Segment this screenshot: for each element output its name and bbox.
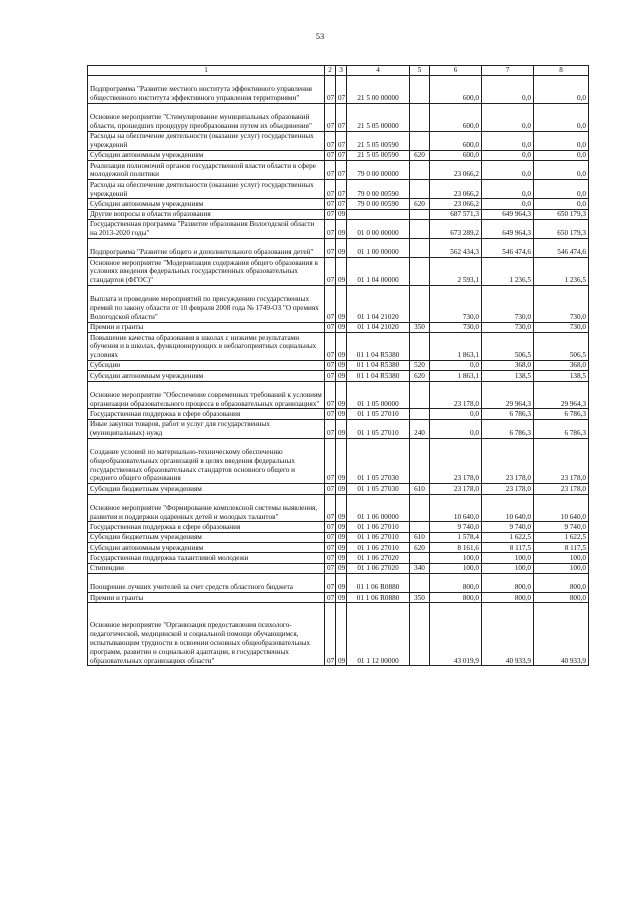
cell-amount-3: 650 179,3: [534, 219, 589, 238]
table-row: [88, 381, 589, 409]
cell-amount-1: 687 571,3: [430, 209, 482, 219]
cell-csr: 01 1 06 27020: [347, 563, 410, 573]
cell-csr: 79 0 00 00590: [347, 199, 410, 209]
cell-name: Премии и гранты: [88, 322, 325, 332]
cell-podrazdel: 09: [336, 494, 347, 522]
cell-amount-2: 0,0: [482, 103, 534, 131]
cell-csr: 79 0 00 00590: [347, 180, 410, 199]
cell-name: Основное мероприятие "Формирование комплексной системы выявления, развития и поддержки одаренных детей и молодых талантов": [88, 494, 325, 522]
cell-razdel: 07: [325, 360, 336, 370]
cell-csr: 01 1 06 R0880: [347, 593, 410, 603]
cell-amount-3: 23 178,0: [534, 484, 589, 494]
cell-vr: [410, 409, 430, 419]
cell-razdel: 07: [325, 593, 336, 603]
cell-vr: [410, 438, 430, 484]
cell-vr: [410, 573, 430, 592]
header-row: [88, 66, 589, 76]
table-row: [88, 543, 589, 553]
cell-vr: [410, 209, 430, 219]
cell-amount-3: 0,0: [534, 180, 589, 199]
cell-podrazdel: 07: [336, 161, 347, 180]
cell-name: Основное мероприятие "Обеспечение современных требований к условиям организации образовательного процесса в образовательных организациях": [88, 381, 325, 409]
cell-razdel: 07: [325, 573, 336, 592]
cell-csr: 01 1 05 27030: [347, 484, 410, 494]
cell-amount-2: 730,0: [482, 286, 534, 323]
cell-podrazdel: 09: [336, 522, 347, 532]
cell-amount-3: 506,5: [534, 333, 589, 361]
cell-amount-2: 0,0: [482, 180, 534, 199]
cell-razdel: 07: [325, 419, 336, 438]
cell-podrazdel: 07: [336, 199, 347, 209]
cell-name: Субсидии автономным учреждениям: [88, 199, 325, 209]
cell-razdel: 07: [325, 150, 336, 160]
table-row: [88, 161, 589, 180]
cell-amount-1: 0,0: [430, 419, 482, 438]
cell-vr: 240: [410, 419, 430, 438]
cell-razdel: 07: [325, 131, 336, 150]
cell-amount-2: 546 474,6: [482, 239, 534, 258]
cell-name: Выплата и проведение мероприятий по присуждению государственных премий по закону области от 10 февраля 2008 года № 1749-ОЗ "О премиях Вологодской области": [88, 286, 325, 323]
cell-name: Основное мероприятие "Организация предоставления психолого-педагогической, медицинской и социальной помощи обучающимся, испытывающим трудности в освоении основных общеобразовательных программ, развитии и социальной адаптации, в государственных образовательных организациях области": [88, 603, 325, 666]
cell-csr: 01 1 04 R5380: [347, 360, 410, 370]
cell-amount-1: 23 066,2: [430, 199, 482, 209]
cell-podrazdel: 07: [336, 131, 347, 150]
table-row: [88, 371, 589, 381]
cell-csr: 01 1 04 R5380: [347, 371, 410, 381]
header-cell-vr: 5: [410, 66, 430, 76]
cell-amount-2: 800,0: [482, 573, 534, 592]
cell-csr: 79 0 00 00000: [347, 161, 410, 180]
cell-csr: 01 1 05 27030: [347, 438, 410, 484]
table-row: [88, 199, 589, 209]
cell-podrazdel: 07: [336, 180, 347, 199]
cell-amount-1: 730,0: [430, 286, 482, 323]
cell-amount-1: 730,0: [430, 322, 482, 332]
cell-amount-2: 0,0: [482, 161, 534, 180]
cell-amount-3: 10 640,0: [534, 494, 589, 522]
cell-amount-2: 40 933,9: [482, 603, 534, 666]
cell-csr: 01 1 00 00000: [347, 239, 410, 258]
cell-amount-1: 800,0: [430, 593, 482, 603]
table-row: [88, 603, 589, 666]
cell-amount-1: 1 863,1: [430, 333, 482, 361]
cell-podrazdel: 09: [336, 419, 347, 438]
cell-podrazdel: 09: [336, 209, 347, 219]
cell-amount-2: 6 786,3: [482, 419, 534, 438]
cell-amount-3: 800,0: [534, 593, 589, 603]
cell-vr: [410, 522, 430, 532]
cell-razdel: 07: [325, 209, 336, 219]
cell-amount-1: 0,0: [430, 409, 482, 419]
cell-amount-1: 800,0: [430, 573, 482, 592]
table-row: [88, 286, 589, 323]
cell-amount-2: 23 178,0: [482, 438, 534, 484]
cell-razdel: 07: [325, 381, 336, 409]
table-row: [88, 219, 589, 238]
cell-amount-3: 138,5: [534, 371, 589, 381]
cell-amount-1: 600,0: [430, 76, 482, 104]
cell-amount-1: 9 740,0: [430, 522, 482, 532]
cell-amount-1: 23 178,0: [430, 381, 482, 409]
cell-podrazdel: 09: [336, 381, 347, 409]
cell-csr: 01 1 06 27010: [347, 532, 410, 542]
cell-csr: 01 1 06 R0880: [347, 573, 410, 592]
table-row: [88, 409, 589, 419]
budget-table: [87, 65, 589, 666]
cell-name: Подпрограмма "Развитие общего и дополнительного образования детей": [88, 239, 325, 258]
cell-amount-3: 730,0: [534, 286, 589, 323]
cell-name: Субсидии автономным учреждениям: [88, 150, 325, 160]
cell-amount-2: 0,0: [482, 131, 534, 150]
cell-amount-1: 100,0: [430, 563, 482, 573]
cell-amount-1: 8 161,6: [430, 543, 482, 553]
table-row: [88, 103, 589, 131]
table-row: [88, 494, 589, 522]
cell-vr: 620: [410, 371, 430, 381]
cell-podrazdel: 09: [336, 484, 347, 494]
cell-csr: 21 5 05 00590: [347, 131, 410, 150]
cell-razdel: 07: [325, 438, 336, 484]
cell-vr: 620: [410, 543, 430, 553]
cell-amount-1: 600,0: [430, 150, 482, 160]
cell-amount-1: 600,0: [430, 103, 482, 131]
table-row: [88, 573, 589, 592]
cell-name: Субсидии автономным учреждениям: [88, 371, 325, 381]
cell-amount-1: 23 066,2: [430, 161, 482, 180]
cell-razdel: 07: [325, 180, 336, 199]
cell-razdel: 07: [325, 161, 336, 180]
cell-amount-3: 100,0: [534, 553, 589, 563]
cell-podrazdel: 07: [336, 103, 347, 131]
cell-name: Субсидии бюджетным учреждениям: [88, 484, 325, 494]
cell-name: Субсидии автономным учреждениям: [88, 543, 325, 553]
cell-vr: 620: [410, 199, 430, 209]
cell-csr: 01 0 00 00000: [347, 219, 410, 238]
cell-csr: [347, 209, 410, 219]
header-cell-amount-2: 7: [482, 66, 534, 76]
cell-csr: 01 1 06 27020: [347, 553, 410, 563]
cell-amount-2: 9 740,0: [482, 522, 534, 532]
cell-csr: 01 1 05 27010: [347, 409, 410, 419]
cell-amount-2: 800,0: [482, 593, 534, 603]
cell-csr: 01 1 05 27010: [347, 419, 410, 438]
cell-vr: [410, 381, 430, 409]
cell-razdel: 07: [325, 322, 336, 332]
cell-amount-1: 600,0: [430, 131, 482, 150]
cell-amount-1: 23 066,2: [430, 180, 482, 199]
cell-podrazdel: 09: [336, 360, 347, 370]
cell-vr: [410, 161, 430, 180]
cell-name: Премии и гранты: [88, 593, 325, 603]
cell-amount-2: 0,0: [482, 199, 534, 209]
cell-podrazdel: 09: [336, 258, 347, 286]
cell-amount-2: 649 964,3: [482, 219, 534, 238]
cell-amount-2: 0,0: [482, 150, 534, 160]
cell-vr: 350: [410, 593, 430, 603]
cell-amount-2: 23 178,0: [482, 484, 534, 494]
cell-amount-3: 0,0: [534, 103, 589, 131]
cell-amount-3: 0,0: [534, 199, 589, 209]
cell-amount-3: 6 786,3: [534, 409, 589, 419]
cell-razdel: 07: [325, 239, 336, 258]
cell-name: Иные закупки товаров, работ и услуг для государственных (муниципальных) нужд: [88, 419, 325, 438]
cell-name: Повышение качества образования в школах с низкими результатами обучения и в школах, функционирующих в неблагоприятных социальных условиях: [88, 333, 325, 361]
cell-vr: [410, 180, 430, 199]
cell-amount-3: 8 117,5: [534, 543, 589, 553]
cell-vr: 620: [410, 150, 430, 160]
cell-podrazdel: 09: [336, 532, 347, 542]
table-row: [88, 532, 589, 542]
table-row: [88, 593, 589, 603]
cell-name: Стипендии: [88, 563, 325, 573]
cell-name: Расходы на обеспечение деятельности (оказание услуг) государственных учреждений: [88, 131, 325, 150]
cell-amount-3: 730,0: [534, 322, 589, 332]
cell-name: Создание условий по материально-техническому обеспечению общеобразовательных организаций в целях введения федеральных государственных образовательных стандартов основного общего и среднего общего образования: [88, 438, 325, 484]
cell-podrazdel: 09: [336, 563, 347, 573]
cell-amount-3: 0,0: [534, 131, 589, 150]
cell-amount-2: 0,0: [482, 76, 534, 104]
cell-vr: 610: [410, 532, 430, 542]
cell-csr: 01 1 04 R5380: [347, 333, 410, 361]
cell-razdel: 07: [325, 563, 336, 573]
cell-csr: 21 5 05 00000: [347, 103, 410, 131]
cell-amount-3: 650 179,3: [534, 209, 589, 219]
cell-amount-2: 8 117,5: [482, 543, 534, 553]
cell-amount-3: 0,0: [534, 76, 589, 104]
cell-amount-3: 0,0: [534, 150, 589, 160]
page-number: 53: [315, 31, 325, 41]
cell-amount-1: 673 289,2: [430, 219, 482, 238]
cell-razdel: 07: [325, 484, 336, 494]
cell-amount-1: 100,0: [430, 553, 482, 563]
cell-amount-2: 6 786,3: [482, 409, 534, 419]
cell-csr: 01 1 06 27010: [347, 543, 410, 553]
cell-name: Субсидии бюджетным учреждениям: [88, 532, 325, 542]
cell-razdel: 07: [325, 371, 336, 381]
header-cell-name: 1: [88, 66, 325, 76]
cell-amount-2: 506,5: [482, 333, 534, 361]
table-row: [88, 419, 589, 438]
cell-podrazdel: 09: [336, 573, 347, 592]
cell-name: Государственная поддержка талантливой молодежи: [88, 553, 325, 563]
table-row: [88, 553, 589, 563]
cell-amount-3: 23 178,0: [534, 438, 589, 484]
cell-podrazdel: 09: [336, 286, 347, 323]
cell-csr: 01 1 04 21020: [347, 286, 410, 323]
header-cell-amount-1: 6: [430, 66, 482, 76]
cell-razdel: 07: [325, 409, 336, 419]
cell-vr: 350: [410, 322, 430, 332]
cell-vr: [410, 76, 430, 104]
cell-vr: 340: [410, 563, 430, 573]
cell-podrazdel: 09: [336, 409, 347, 419]
table-row: [88, 322, 589, 332]
cell-razdel: 07: [325, 494, 336, 522]
cell-amount-1: 2 593,1: [430, 258, 482, 286]
cell-razdel: 07: [325, 219, 336, 238]
cell-amount-2: 138,5: [482, 371, 534, 381]
cell-csr: 01 1 06 00000: [347, 494, 410, 522]
cell-name: Основное мероприятие "Стимулирование муниципальных образований области, прошедших процедуру преобразования путем их объединения": [88, 103, 325, 131]
cell-podrazdel: 07: [336, 150, 347, 160]
cell-amount-1: 10 640,0: [430, 494, 482, 522]
cell-podrazdel: 09: [336, 438, 347, 484]
cell-podrazdel: 07: [336, 76, 347, 104]
table-row: [88, 522, 589, 532]
table-row: [88, 360, 589, 370]
cell-amount-3: 1 622,5: [534, 532, 589, 542]
cell-razdel: 07: [325, 286, 336, 323]
cell-amount-2: 1 622,5: [482, 532, 534, 542]
cell-razdel: 07: [325, 103, 336, 131]
cell-name: Расходы на обеспечение деятельности (оказание услуг) государственных учреждений: [88, 180, 325, 199]
table-row: [88, 484, 589, 494]
table-row: [88, 563, 589, 573]
cell-name: Субсидии: [88, 360, 325, 370]
cell-amount-3: 6 786,3: [534, 419, 589, 438]
cell-amount-3: 40 933,9: [534, 603, 589, 666]
cell-amount-1: 1 863,1: [430, 371, 482, 381]
cell-amount-2: 10 640,0: [482, 494, 534, 522]
cell-amount-2: 29 964,3: [482, 381, 534, 409]
header-cell-csr: 4: [347, 66, 410, 76]
cell-amount-1: 562 434,3: [430, 239, 482, 258]
cell-csr: 21 5 00 00000: [347, 76, 410, 104]
cell-podrazdel: 09: [336, 219, 347, 238]
cell-csr: 01 1 05 00000: [347, 381, 410, 409]
cell-amount-2: 730,0: [482, 322, 534, 332]
cell-amount-2: 1 236,5: [482, 258, 534, 286]
cell-razdel: 07: [325, 603, 336, 666]
cell-amount-2: 649 964,3: [482, 209, 534, 219]
cell-name: Государственная поддержка в сфере образования: [88, 522, 325, 532]
cell-razdel: 07: [325, 553, 336, 563]
cell-vr: 520: [410, 360, 430, 370]
cell-razdel: 07: [325, 258, 336, 286]
cell-name: Основное мероприятие "Модернизация содержания общего образования в условиях введения федеральных государственных образовательных стандартов (ФГОС)": [88, 258, 325, 286]
cell-name: Государственная программа "Развитие образования Вологодской области на 2013-2020 годы": [88, 219, 325, 238]
cell-amount-3: 546 474,6: [534, 239, 589, 258]
cell-amount-1: 23 178,0: [430, 484, 482, 494]
table-row: [88, 180, 589, 199]
cell-amount-1: 23 178,0: [430, 438, 482, 484]
table-row: [88, 258, 589, 286]
cell-podrazdel: 09: [336, 371, 347, 381]
table-row: [88, 150, 589, 160]
cell-razdel: 07: [325, 543, 336, 553]
cell-podrazdel: 09: [336, 543, 347, 553]
cell-amount-1: 0,0: [430, 360, 482, 370]
header-cell-amount-3: 8: [534, 66, 589, 76]
table-row: [88, 209, 589, 219]
table-row: [88, 131, 589, 150]
cell-razdel: 07: [325, 333, 336, 361]
cell-amount-2: 100,0: [482, 553, 534, 563]
cell-podrazdel: 09: [336, 593, 347, 603]
cell-vr: [410, 333, 430, 361]
cell-razdel: 07: [325, 532, 336, 542]
table-row: [88, 239, 589, 258]
cell-csr: 01 1 06 27010: [347, 522, 410, 532]
cell-vr: [410, 603, 430, 666]
header-cell-razdel: 2: [325, 66, 336, 76]
cell-amount-2: 368,0: [482, 360, 534, 370]
cell-amount-3: 100,0: [534, 563, 589, 573]
cell-name: Другие вопросы в области образования: [88, 209, 325, 219]
cell-vr: [410, 286, 430, 323]
cell-name: Поощрение лучших учителей за счет средств областного бюджета: [88, 573, 325, 592]
cell-amount-3: 29 964,3: [534, 381, 589, 409]
cell-razdel: 07: [325, 522, 336, 532]
cell-csr: 01 1 12 00000: [347, 603, 410, 666]
cell-vr: [410, 553, 430, 563]
cell-razdel: 07: [325, 76, 336, 104]
cell-csr: 01 1 04 21020: [347, 322, 410, 332]
cell-vr: 610: [410, 484, 430, 494]
cell-vr: [410, 494, 430, 522]
table-row: [88, 438, 589, 484]
cell-amount-3: 9 740,0: [534, 522, 589, 532]
cell-amount-2: 100,0: [482, 563, 534, 573]
cell-vr: [410, 239, 430, 258]
cell-podrazdel: 09: [336, 553, 347, 563]
cell-amount-3: 0,0: [534, 161, 589, 180]
table-row: [88, 333, 589, 361]
cell-razdel: 07: [325, 199, 336, 209]
header-cell-podrazdel: 3: [336, 66, 347, 76]
cell-name: Подпрограмма "Развитие местного института эффективного управления общественного института эффективного управления территориями": [88, 76, 325, 104]
cell-csr: 21 5 05 00590: [347, 150, 410, 160]
cell-amount-3: 800,0: [534, 573, 589, 592]
cell-amount-1: 1 578,4: [430, 532, 482, 542]
cell-podrazdel: 09: [336, 239, 347, 258]
cell-name: Реализация полномочий органов государственной власти области в сфере молодежной политики: [88, 161, 325, 180]
cell-vr: [410, 219, 430, 238]
cell-podrazdel: 09: [336, 333, 347, 361]
cell-vr: [410, 258, 430, 286]
cell-podrazdel: 09: [336, 322, 347, 332]
cell-vr: [410, 131, 430, 150]
cell-amount-3: 1 236,5: [534, 258, 589, 286]
cell-podrazdel: 09: [336, 603, 347, 666]
cell-name: Государственная поддержка в сфере образования: [88, 409, 325, 419]
cell-amount-3: 368,0: [534, 360, 589, 370]
table-row: [88, 76, 589, 104]
cell-amount-1: 43 019,9: [430, 603, 482, 666]
table-body: [88, 76, 589, 666]
cell-csr: 01 1 04 00000: [347, 258, 410, 286]
cell-vr: [410, 103, 430, 131]
